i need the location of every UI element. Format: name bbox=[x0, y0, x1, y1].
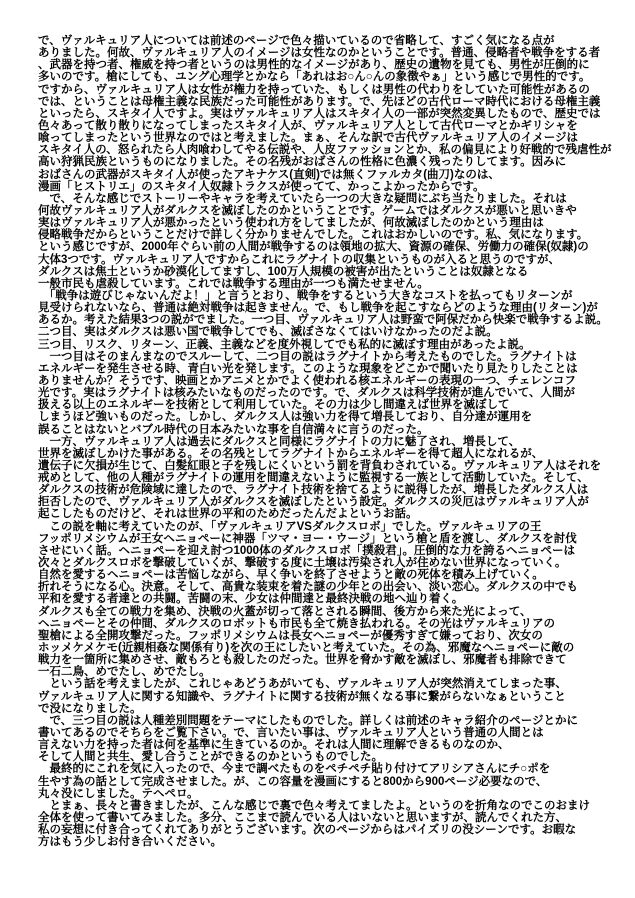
text-line: 方はもう少しお付き合いください。 bbox=[38, 836, 222, 849]
text-line: 二つ目、実はダルクスは悪い国で戦争してでも、滅ぼさなくてはいけなかったのだよ説。 bbox=[38, 326, 498, 339]
text-line: で、そんな感じでストーリーやキャラを考えていたら一つの大きな疑問にぶち当たりました。それは bbox=[38, 192, 567, 205]
text-line: 言えない力を持った者は何を基準に生きているのか。それは人間に理解できるものなのか、 bbox=[38, 739, 510, 752]
text-line: ヴァルキュリア人に関する知識や、ラグナイトに関する技術が無くなる事に繋がらないなぁということ bbox=[38, 690, 566, 703]
text-line: 丸々没にしました。テヘペロ。 bbox=[38, 787, 199, 800]
text-line: 一方、ヴァルキュリア人は過去にダルクスと同様にラグナイトの力に魅了され、増長して、 bbox=[38, 435, 521, 448]
text-line: 全体を使って書いてみました。多分、ここまで読んでいる人はいないと思いますが、読んでくれた方、 bbox=[38, 812, 567, 824]
text-line: この説を軸に考えていたのが、「ヴァルキュリアVSダルクスロボ」でした。ヴァルキュリアの王 bbox=[38, 520, 542, 533]
text-line: 起こしたものだけど、それは世界の平和のためだったんだよというお話。 bbox=[38, 508, 418, 521]
text-line: ホッメケメケモ(近親相姦な関係有り)を次の王にしたいと考えていた。その為、邪魔なヘニョペーに敵の bbox=[38, 642, 575, 655]
text-line: ダルクスの技術が危険域に達したので、ラグナイト技術を捨てるように説得したが、増長したダルクス人は bbox=[38, 484, 589, 497]
text-line: あるか。考えた結果3つの説がでました。一つ目、ヴァルキュリア人は野蛮で阿保だから快楽で戦争するよ説。 bbox=[38, 314, 608, 327]
text-line: 実はヴァルキュリア人が悪かったという使われ方をしてましたが、何故滅ぼしたのかという理由は bbox=[38, 217, 544, 230]
text-line: 自然を愛するヘニョペーは苦悩しながら、早く争いを終了させようと敵の死体を積み上げていく。 bbox=[38, 569, 544, 582]
text-line: 書いてあるのでそちらをご覧下さい。で、言いたい事は、ヴァルキュリア人という普通の人間とは bbox=[38, 727, 544, 740]
text-line: ですから、ヴァルキュリア人は女性が権力を持っていた、もしくは男性の代わりをしていた可能性があるの bbox=[38, 83, 590, 96]
text-line: 戦力を一箇所に集めさせ、敵もろとも殺したのだった。世界を脅かす敵を滅ぼし、邪魔者も排除できて bbox=[38, 654, 567, 667]
text-line: という話を考えましたが、これじゃあどうあがいても、ヴァルキュリア人が突然消えてしまった事、 bbox=[38, 678, 567, 691]
afterword-text bbox=[38, 35, 630, 848]
text-line: 扱える以上のエネルギーを技術として利用していた。その力は少し間違えば世界を滅ぼして bbox=[38, 399, 510, 412]
text-line: 喰ってしまったという世界なのではと考えました。まぁ、そんな訳で古代ヴァルキュリア人のイメージは bbox=[38, 132, 579, 145]
text-line: させにいく話。ヘニョペーを迎え討つ1000体のダルクスロボ「撲殺君」。圧倒的な力を誇るヘニョペーは bbox=[38, 544, 575, 557]
text-line: 平和を愛する者達との共闘。苦闘の末、少女は仲間達と最終決戦の地へ辿り着く。 bbox=[38, 593, 464, 606]
text-line: 漫画「ヒストリエ」のスキタイ人奴隷トラクスが使ってて、かっこよかったからです。 bbox=[38, 180, 485, 193]
text-line: 聖槍による全開攻撃だった。フッポリメシウムは長女ヘニョペーが優秀すぎて嫌っており、次女の bbox=[38, 629, 543, 642]
text-line: という感じですが、2000年ぐらい前の人間が戦争するのは領地の拡大、資源の確保、労働力の確保(奴隷)の bbox=[38, 241, 589, 254]
text-line: しまうほど強いものだった。しかし、ダルクス人は強い力を得て増長しており、自分達が運用を bbox=[38, 411, 533, 424]
text-line: 侵略戦争だからということだけで詳しく分かりませんでした。これはおかしいのです。私、気になります。 bbox=[38, 229, 589, 242]
text-line: 「戦争は遊びじゃないんだよ！」と言うとおり、戦争をするという大きなコストを払ってもリターンが bbox=[38, 289, 573, 302]
text-line: 、武器を持つ者、権威を持つ者というのは男性的なイメージがあり、歴史の遺物を見ても、男性が圧倒的に bbox=[38, 59, 590, 72]
text-line: 拒否したので、ヴァルキュリア人がダルクスを滅ぼしたという設定。ダルクスの災厄はヴァルキュリア人が bbox=[38, 496, 589, 509]
text-line: 一つ目はそのまんまなのでスルーして、二つ目の説はラグナイトから考えたものでした。ラグナイトは bbox=[38, 350, 577, 363]
text-line: 何故ヴァルキュリア人がダルクスを滅ぼしたのかということです。ゲームではダルクスが悪いと思いきや bbox=[38, 204, 577, 217]
text-line: 三つ目、リスク、リターン、正義、主義などを度外視してでも私的に滅ぼす理由があったよ説。 bbox=[38, 338, 531, 351]
text-line: 高い狩猟民族というものになりました。その名残がおばさんの性格に色濃く残ったりしてます。因みに bbox=[38, 156, 567, 169]
text-line: 光です。実はラグナイトは核みたいなものだったのです。で、ダルクスは科学技術が進んでいて、人間が bbox=[38, 387, 576, 400]
text-line: 生やす為の話として完成させました。が、この容量を漫画にすると800から900ページ必要なので、 bbox=[38, 775, 548, 788]
text-line: で、ヴァルキュリア人については前述のページで色々描いているので省略して、すごく気になる点が bbox=[38, 35, 555, 47]
text-line: とまぁ、長々と書きましたが、こんな感じで裏で色々考えてましたよ。というのを折角なのでこのおまけ bbox=[38, 799, 590, 812]
text-line: フッポリメシウムが王女ヘニョペーに神器「ツマ・ヨー・ウージ」という槍と盾を渡し、ダルクスを討伐 bbox=[38, 532, 577, 545]
text-line: 戒めとして、他の人種がラグナイトの運用を間違えないように監視する一族として活動していた。そして、 bbox=[38, 472, 589, 485]
text-line: では、ということは母権主義な民族だった可能性があります。で、先ほどの古代ローマ時代における母権主義 bbox=[38, 95, 601, 108]
text-line: 誤ることはないとバブル時代の日本みたいな事を自信満々に言うのだった。 bbox=[38, 423, 429, 436]
text-line: スキタイ人の、怒られたら人肉喰わしてやる伝説や、人皮ファッションとか、私の偏見により好戦的で残虐性が bbox=[38, 144, 612, 157]
text-line: で没になりました。 bbox=[38, 702, 142, 715]
text-line: ダルクスも全ての戦力を集め、決戦の火蓋が切って落とされる瞬間、後方から来た光によって、 bbox=[38, 605, 532, 618]
text-line: ダルクスは焦土というか砂漠化してますし、100万人規模の被害が出たということは奴隷となる bbox=[38, 265, 529, 278]
text-line: 私の妄想に付き合ってくれてありがとうございます。次のページからはパイズリの没シーンです。お暇な bbox=[38, 824, 577, 837]
text-line: 色々あって散り散りになってしまったスキタイ人が、ヴァルキュリア人として古代ローマとかギリシャを bbox=[38, 119, 578, 132]
text-line: ありませんか？そうです、映画とかアニメとかでよく使われる核エネルギーの表現の一つ、チェレンコフ bbox=[38, 374, 576, 387]
text-line: おばさんの武器がスキタイ人が使ったアキナケス(直剣)では無くファルカタ(曲刀)なのは、 bbox=[38, 168, 500, 181]
text-line: 遺伝子に欠損が生じて、白髪紅眼と子を残しにくいという罰を背負わされている。ヴァルキュリア人はそれを bbox=[38, 459, 602, 472]
text-line: 見受けられないなら、普通は絶対戦争は起きません。で、もし戦争を起こすならどのような理由(リターン)が bbox=[38, 302, 598, 315]
text-line: 次々とダルクスロボを撃破していくが、撃破する度に土壌は汚染され人が住めない世界になっていく。 bbox=[38, 557, 567, 570]
text-line: 一般市民も虐殺しています。これでは戦争する理由が一つも満たせません。 bbox=[38, 277, 429, 290]
text-line: といったら、スキタイ人ですよ。実はヴァルキュリア人はスキタイ人の一部が突然変異したもので、歴史では bbox=[38, 107, 601, 120]
text-line: 折れそうになる心。決意。そして、高貴な装束を着た謎の少年との出会い、淡い恋心。ダルクスの中でも bbox=[38, 581, 578, 594]
text-line: 大体3つです。ヴァルキュリア人ですからこれにラグナイトの収集というものが入ると思うのですが、 bbox=[38, 253, 561, 266]
text-line: そして人間と共生、愛し合うことができるのかというものでした。 bbox=[38, 751, 383, 764]
text-line: エネルギーを発生させる時、青白い光を発します。このような現象をどこかで聞いたり見たりしたことは bbox=[38, 362, 578, 375]
text-line: 多いのです。槍にしても、ユング心理学とかなら「あれはお○ん○んの象徴やぁ」という感じで男性的です。 bbox=[38, 71, 591, 84]
text-line: ありました。何故、ヴァルキュリア人のイメージは女性なのかということです。普通、侵略者や戦争をする者 bbox=[38, 47, 601, 60]
text-line: 最終的にこれを気に入ったので、今まで調べたものをペチペチ貼り付けてアリシアさんにチ○ポを bbox=[38, 763, 551, 776]
text-line: で、三つ目の説は人種差別問題をテーマにしたものでした。詳しくは前述のキャラ紹介のページとかに bbox=[38, 714, 579, 727]
text-line: 世界を滅ぼしかけた事がある。その名残としてラグナイトからエネルギーを得て超人になれるが、 bbox=[38, 447, 544, 460]
text-line: ヘニョペーとその仲間、ダルクスのロボットも市民も全て焼き払われる。その光はヴァルキュリアの bbox=[38, 617, 556, 630]
text-line: 一石二鳥、めでたし、めでたし。 bbox=[38, 666, 211, 679]
